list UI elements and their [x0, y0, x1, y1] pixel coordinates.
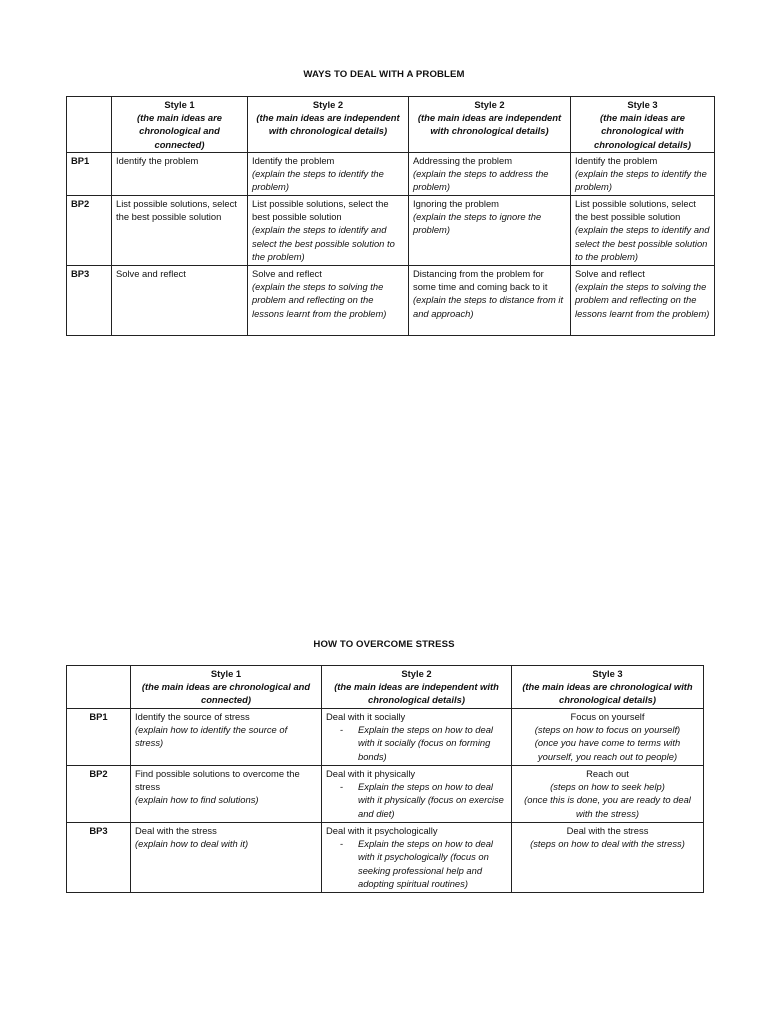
cell-note: (explain the steps to address the problem) — [413, 168, 549, 193]
table-row — [67, 196, 715, 266]
cell-note: (steps on how to deal with the stress) — [530, 838, 685, 850]
header-style-2b — [409, 97, 571, 153]
cell-note: (explain how to find solutions) — [135, 794, 259, 806]
table-cell — [512, 709, 704, 766]
cell-note: (explain how to identify the source of stress) — [135, 724, 288, 749]
table-cell — [131, 766, 322, 823]
header-label: Style 3 — [627, 99, 658, 110]
cell-note-2: (once this is done, you are ready to deal with the stress) — [524, 794, 691, 819]
table-cell — [131, 709, 322, 766]
cell-main: Identify the problem — [116, 155, 199, 166]
cell-note: (explain the steps to identify the problem) — [575, 168, 707, 193]
cell-main: Deal with the stress — [566, 825, 649, 836]
table-cell — [409, 153, 571, 196]
cell-note: (explain how to deal with it) — [135, 838, 249, 850]
header-label: Style 1 — [164, 99, 195, 110]
bullet-dash: - — [340, 724, 344, 736]
cell-note: (explain the steps to identify the problem) — [252, 168, 384, 193]
problem-table — [66, 96, 715, 336]
table-cell — [112, 153, 248, 196]
cell-main: Identify the problem — [575, 155, 658, 166]
cell-note: (explain the steps to ignore the problem) — [413, 211, 542, 236]
bullet-text: Explain the steps on how to deal with it socially (focus on forming bonds) — [358, 724, 493, 762]
corner-cell — [67, 666, 131, 709]
cell-main: Deal with it psychologically — [326, 825, 438, 836]
cell-note: (explain the steps to identify and select the best possible solution to the problem) — [252, 224, 395, 262]
corner-cell — [67, 97, 112, 153]
cell-main: Find possible solutions to overcome the stress — [135, 768, 300, 793]
table-header-row — [67, 666, 704, 709]
table-cell — [571, 266, 715, 336]
table-cell — [248, 266, 409, 336]
header-sub: (the main ideas are independent with chronological details) — [417, 112, 562, 137]
table-cell — [571, 196, 715, 266]
cell-main: Deal with the stress — [135, 825, 217, 836]
cell-note: (explain the steps to distance from it and approach) — [413, 294, 564, 319]
table-cell — [248, 153, 409, 196]
header-label: Style 2 — [401, 668, 432, 679]
header-sub: (the main ideas are independent with chronological details) — [256, 112, 400, 137]
cell-main: List possible solutions, select the best possible solution — [116, 198, 237, 223]
cell-main: Focus on yourself — [570, 711, 645, 722]
table1-title: WAYS TO DEAL WITH A PROBLEM — [303, 69, 465, 80]
bullet-text: Explain the steps on how to deal with it physically (focus on exercise and diet) — [358, 781, 504, 819]
table-row — [67, 266, 715, 336]
table-row — [67, 709, 704, 766]
header-label: Style 2 — [474, 99, 505, 110]
cell-main: List possible solutions, select the best possible solution — [575, 198, 696, 223]
table-cell — [248, 196, 409, 266]
table-cell — [409, 266, 571, 336]
header-sub: (the main ideas are chronological and connected) — [141, 681, 311, 706]
table-row — [67, 153, 715, 196]
header-sub: (the main ideas are chronological with chronological details) — [522, 681, 693, 706]
table2-title: HOW TO OVERCOME STRESS — [313, 639, 455, 650]
cell-note: (explain the steps to identify and select the best possible solution to the problem) — [575, 224, 710, 262]
cell-main: Addressing the problem — [413, 155, 513, 166]
table-cell — [571, 153, 715, 196]
table-cell — [131, 823, 322, 893]
header-style-1 — [131, 666, 322, 709]
table-row — [67, 823, 704, 893]
header-sub: (the main ideas are independent with chronological details) — [334, 681, 499, 706]
cell-main: Solve and reflect — [575, 268, 645, 279]
cell-note: (steps on how to seek help) — [550, 781, 665, 793]
header-style-1 — [112, 97, 248, 153]
bullet-dash: - — [340, 838, 344, 850]
cell-main: Reach out — [586, 768, 629, 779]
row-label: BP3 — [67, 823, 131, 893]
table-cell — [112, 266, 248, 336]
cell-main: Identify the problem — [252, 155, 335, 166]
cell-main: Ignoring the problem — [413, 198, 499, 209]
cell-bullet — [326, 780, 507, 820]
table-cell — [512, 766, 704, 823]
row-label: BP2 — [67, 196, 112, 266]
header-style-2 — [322, 666, 512, 709]
stress-table — [66, 665, 704, 893]
cell-note-2: (once you have come to terms with yourself, you reach out to people) — [534, 737, 681, 762]
table-cell — [512, 823, 704, 893]
header-label: Style 1 — [210, 668, 242, 679]
row-label: BP2 — [67, 766, 131, 823]
table-header-row — [67, 97, 715, 153]
table-cell — [322, 766, 512, 823]
header-style-3 — [571, 97, 715, 153]
bullet-text: Explain the steps on how to deal with it psychologically (focus on seeking professional help and adopting spiritual routines) — [358, 838, 493, 889]
cell-main: Distancing from the problem for some time and coming back to it — [413, 268, 548, 293]
cell-note: (explain the steps to solving the problem and reflecting on the lessons learnt from the problem) — [575, 281, 710, 319]
header-label: Style 3 — [592, 668, 623, 679]
table-cell — [112, 196, 248, 266]
cell-main: Solve and reflect — [252, 268, 322, 279]
cell-main: Identify the source of stress — [135, 711, 250, 722]
cell-main: List possible solutions, select the best possible solution — [252, 198, 389, 223]
header-style-3 — [512, 666, 704, 709]
row-label: BP1 — [67, 153, 112, 196]
header-label: Style 2 — [312, 99, 344, 110]
table-row — [67, 766, 704, 823]
header-sub: (the main ideas are chronological and connected) — [137, 112, 222, 150]
header-style-2a — [248, 97, 409, 153]
table-cell — [322, 709, 512, 766]
table-cell — [322, 823, 512, 893]
table-cell — [409, 196, 571, 266]
cell-bullet — [326, 723, 507, 763]
bullet-dash: - — [340, 781, 344, 793]
header-sub: (the main ideas are chronological with chronological details) — [594, 112, 691, 150]
cell-bullet — [326, 837, 507, 890]
cell-main: Deal with it physically — [326, 768, 416, 779]
cell-main: Solve and reflect — [116, 268, 186, 279]
row-label: BP1 — [67, 709, 131, 766]
cell-note: (steps on how to focus on yourself) — [534, 724, 681, 736]
cell-main: Deal with it socially — [326, 711, 406, 722]
row-label: BP3 — [67, 266, 112, 336]
cell-note: (explain the steps to solving the problem and reflecting on the lessons learnt from the problem) — [252, 281, 387, 319]
